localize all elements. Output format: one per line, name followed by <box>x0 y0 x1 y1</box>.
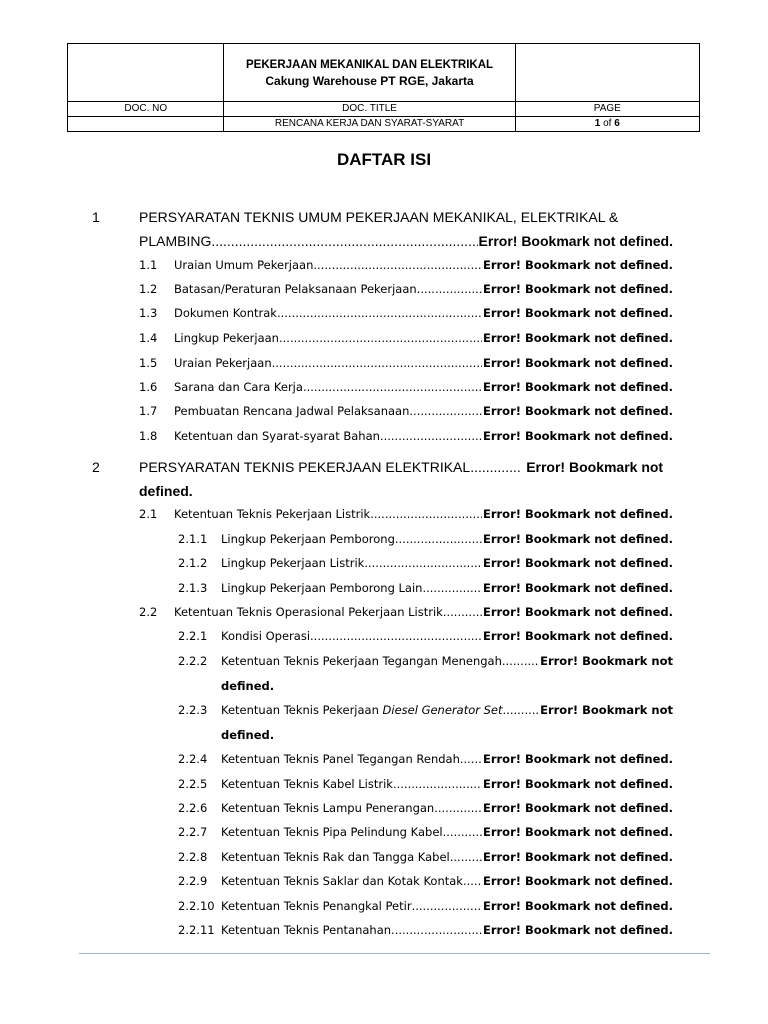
toc-number: 2.2.8 <box>178 850 208 864</box>
toc-page-ref: Error! Bookmark not defined. <box>482 258 673 272</box>
toc-label: PERSYARATAN TEKNIS PEKERJAAN ELEKTRIKAL <box>139 459 471 475</box>
toc-page-ref: Error! Bookmark not defined. <box>482 874 673 888</box>
doc-no-value <box>68 117 224 132</box>
toc-number: 2.2.10 <box>178 899 215 913</box>
toc-number: 2.2.2 <box>178 654 208 668</box>
toc-label: Ketentuan Teknis Pekerjaan <box>221 703 379 717</box>
toc-leader <box>272 356 482 370</box>
toc-number: 2.2.3 <box>178 703 208 717</box>
toc-leader <box>277 306 482 320</box>
toc-leader <box>393 777 482 791</box>
toc-label: Ketentuan Teknis Pipa Pelindung Kabel <box>221 825 443 839</box>
doc-title-header: DOC. TITLE <box>224 102 515 117</box>
toc-label: PERSYARATAN TEKNIS UMUM PEKERJAAN MEKANIKAL, ELEKTRIKAL & <box>139 209 619 225</box>
toc-page-ref: Error! Bookmark not <box>540 703 673 717</box>
toc-label: Uraian Umum Pekerjaan <box>174 258 314 272</box>
toc-page-ref-cont: defined. <box>139 483 193 499</box>
toc-number: 1.4 <box>139 331 158 345</box>
blank-cell <box>515 44 699 102</box>
toc-label: Ketentuan Teknis Kabel Listrik <box>221 777 393 791</box>
toc-page-ref: Error! Bookmark not defined. <box>482 825 673 839</box>
toc-page-ref: Error! Bookmark not defined. <box>482 556 673 570</box>
toc-number: 2.2.9 <box>178 874 208 888</box>
toc-page-ref: Error! Bookmark not defined. <box>482 605 673 619</box>
toc-number: 2.1 <box>139 507 158 521</box>
toc-label: Ketentuan Teknis Operasional Pekerjaan Listrik <box>174 605 443 619</box>
toc-leader <box>380 429 482 443</box>
toc-page-ref: Error! Bookmark not defined. <box>482 429 673 443</box>
project-cell <box>224 44 515 102</box>
toc-page-ref: Error! Bookmark not defined. <box>482 331 673 345</box>
document-header-table <box>67 43 700 132</box>
toc-page-ref-cont: defined. <box>221 728 275 742</box>
toc-page-ref: Error! Bookmark not defined. <box>482 532 673 546</box>
toc-label-italic: Diesel Generator Set <box>382 703 503 717</box>
toc-number: 1.5 <box>139 356 158 370</box>
toc-number: 1.3 <box>139 306 158 320</box>
toc-leader <box>503 703 540 717</box>
toc-label: Lingkup Pekerjaan Listrik <box>221 556 365 570</box>
toc-page-ref: Error! Bookmark not <box>526 459 664 475</box>
toc-label: Lingkup Pekerjaan Pemborong Lain <box>221 581 423 595</box>
toc-leader <box>370 507 482 521</box>
toc-page-ref: Error! Bookmark not defined. <box>478 233 673 249</box>
page-current: 1 <box>594 118 601 129</box>
toc-label: Ketentuan Teknis Lampu Penerangan <box>221 801 435 815</box>
toc-leader <box>279 331 482 345</box>
project-name: PEKERJAAN MEKANIKAL DAN ELEKTRIKAL <box>246 58 494 71</box>
toc-leader <box>463 874 482 888</box>
logo-cell <box>68 44 224 102</box>
toc-number: 2.1.1 <box>178 532 208 546</box>
toc-page-ref: Error! Bookmark not defined. <box>482 899 673 913</box>
toc-number: 2.2.7 <box>178 825 208 839</box>
toc-label: Ketentuan Teknis Pekerjaan Tegangan Menengah <box>221 654 502 668</box>
toc-number: 1.7 <box>139 404 158 418</box>
toc-leader <box>391 923 482 937</box>
toc-label: Ketentuan Teknis Panel Tegangan Rendah <box>221 752 460 766</box>
toc-page-ref: Error! Bookmark not defined. <box>482 850 673 864</box>
toc-leader <box>422 581 482 595</box>
toc-leader <box>313 258 482 272</box>
toc-leader <box>303 380 482 394</box>
toc-number: 2.1.3 <box>178 581 208 595</box>
toc-leader <box>409 404 482 418</box>
toc-page-ref: Error! Bookmark not defined. <box>482 356 673 370</box>
toc-page-ref: Error! Bookmark not defined. <box>482 306 673 320</box>
toc-leader <box>412 899 482 913</box>
toc-label: Ketentuan Teknis Saklar dan Kotak Kontak <box>221 874 463 888</box>
toc-entry-2-2-3-cont <box>221 728 274 742</box>
toc-leader <box>211 233 477 249</box>
toc-label: Kondisi Operasi <box>221 629 311 643</box>
toc-page-ref: Error! Bookmark not defined. <box>482 923 673 937</box>
toc-number: 2.2.11 <box>178 923 215 937</box>
toc-page-ref: Error! Bookmark not defined. <box>482 404 673 418</box>
doc-title-value: RENCANA KERJA DAN SYARAT-SYARAT <box>224 117 515 132</box>
toc-leader <box>417 282 482 296</box>
toc-number: 2 <box>92 459 100 475</box>
toc-number: 2.2 <box>139 605 158 619</box>
toc-number: 2.2.5 <box>178 777 208 791</box>
toc-entry-2-2-2-cont <box>221 679 274 693</box>
toc-leader <box>443 825 482 839</box>
toc-page-ref: Error! Bookmark not defined. <box>482 777 673 791</box>
toc-label: Ketentuan Teknis Pentanahan <box>221 923 392 937</box>
toc-page-ref: Error! Bookmark not defined. <box>482 801 673 815</box>
toc-leader <box>502 654 539 668</box>
page-total: 6 <box>614 118 620 129</box>
toc-label: Ketentuan dan Syarat-syarat Bahan <box>174 429 380 443</box>
toc-number: 2.1.2 <box>178 556 208 570</box>
toc-number: 2.2.4 <box>178 752 208 766</box>
toc-label: Batasan/Peraturan Pelaksanaan Pekerjaan <box>174 282 417 296</box>
toc-number: 2.2.1 <box>178 629 208 643</box>
toc-number: 1.8 <box>139 429 158 443</box>
page-of: of <box>603 118 612 129</box>
toc-entry-2-cont <box>139 483 193 499</box>
toc-label: Lingkup Pekerjaan Pemborong <box>221 532 395 546</box>
toc-page-ref: Error! Bookmark not defined. <box>482 507 673 521</box>
toc-label: Ketentuan Teknis Penangkal Petir <box>221 899 412 913</box>
toc-leader <box>460 752 482 766</box>
toc-label: Uraian Pekerjaan <box>174 356 272 370</box>
toc-leader <box>310 629 482 643</box>
toc-page-ref: Error! Bookmark not defined. <box>482 282 673 296</box>
toc-leader <box>395 532 482 546</box>
toc-label: Dokumen Kontrak <box>174 306 277 320</box>
toc-label: Pembuatan Rencana Jadwal Pelaksanaan <box>174 404 410 418</box>
toc-label: Lingkup Pekerjaan <box>174 331 279 345</box>
footer-divider <box>79 953 710 954</box>
project-location: Cakung Warehouse PT RGE, Jakarta <box>265 73 474 88</box>
toc-page-ref: Error! Bookmark not defined. <box>482 581 673 595</box>
toc-page-ref-cont: defined. <box>221 679 275 693</box>
toc-number: 1.1 <box>139 258 158 272</box>
toc-leader <box>443 605 482 619</box>
toc-leader <box>470 459 522 475</box>
toc-label: Ketentuan Teknis Rak dan Tangga Kabel <box>221 850 450 864</box>
toc-number: 1 <box>92 209 100 225</box>
toc-label: Sarana dan Cara Kerja <box>174 380 303 394</box>
toc-leader <box>364 556 482 570</box>
toc-number: 2.2.6 <box>178 801 208 815</box>
toc-leader <box>450 850 482 864</box>
toc-page-ref: Error! Bookmark not defined. <box>482 380 673 394</box>
page-number <box>515 117 699 132</box>
doc-no-header: DOC. NO <box>68 102 224 117</box>
page-title: DAFTAR ISI <box>336 150 432 169</box>
toc-number: 1.2 <box>139 282 158 296</box>
toc-page-ref: Error! Bookmark not defined. <box>482 629 673 643</box>
toc-label: PLAMBING <box>139 233 212 249</box>
page-header: PAGE <box>515 102 699 117</box>
toc-label: Ketentuan Teknis Pekerjaan Listrik <box>174 507 371 521</box>
toc-number: 1.6 <box>139 380 158 394</box>
toc-page-ref: Error! Bookmark not <box>540 654 673 668</box>
toc-page-ref: Error! Bookmark not defined. <box>482 752 673 766</box>
toc-leader <box>434 801 482 815</box>
